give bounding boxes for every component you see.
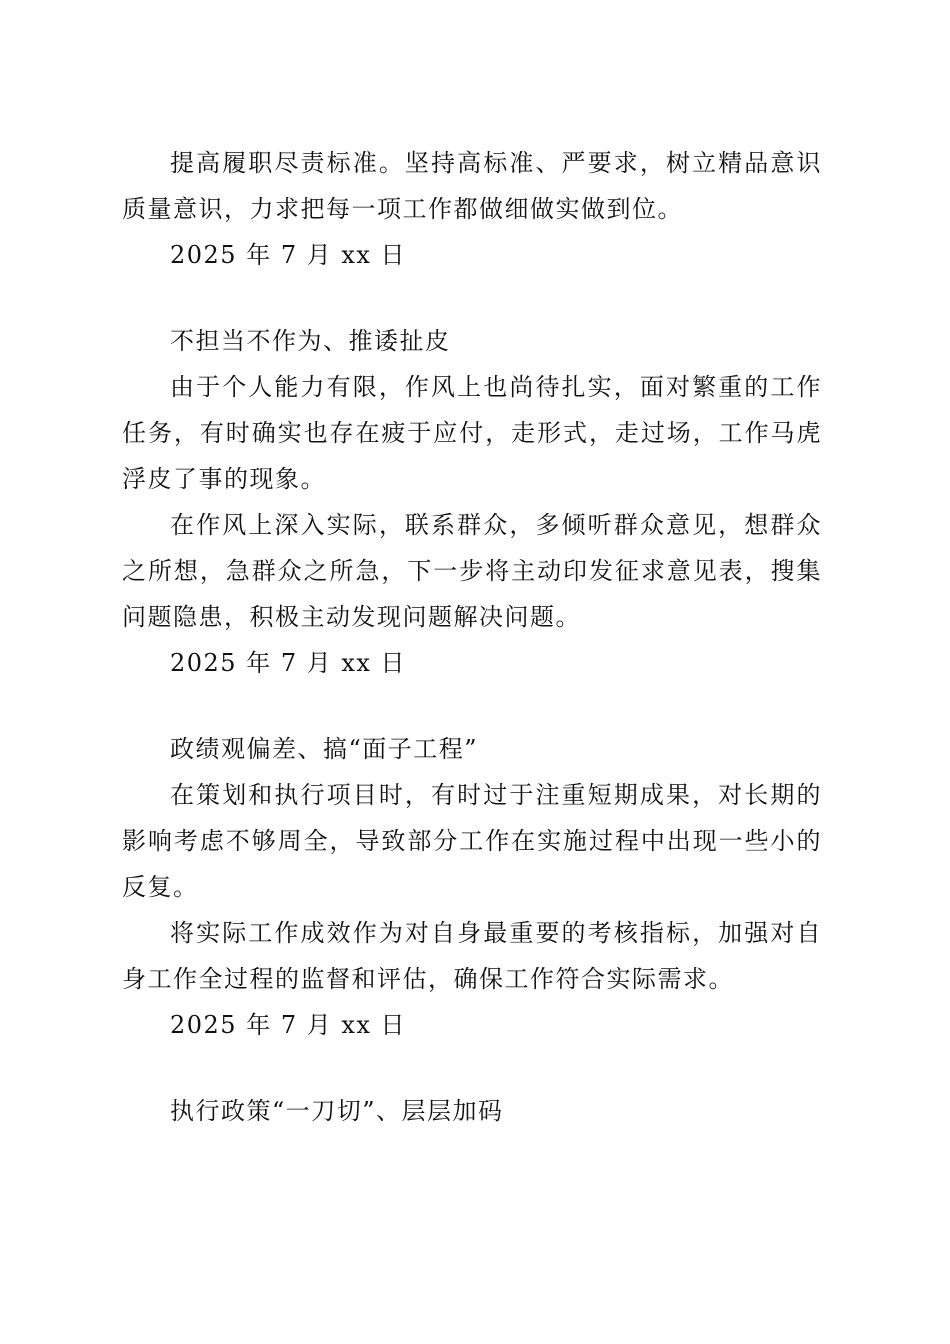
measure-line: 之所想，急群众之所急，下一步将主动印发征求意见表，搜集 <box>122 557 822 585</box>
measure-line: 在作风上深入实际，联系群众，多倾听群众意见，想群众 <box>170 511 822 539</box>
section-heading: 执行政策“一刀切”、层层加码 <box>170 1097 504 1125</box>
measure-line: 问题隐患，积极主动发现问题解决问题。 <box>122 603 581 631</box>
date-line: 2025 年 7 月 xx 日 <box>170 1011 407 1039</box>
paragraph-line: 提高履职尽责标准。坚持高标准、严要求，树立精品意识 <box>170 149 822 177</box>
measure-line: 身工作全过程的监督和评估，确保工作符合实际需求。 <box>122 965 734 993</box>
problem-line: 影响考虑不够周全，导致部分工作在实施过程中出现一些小的 <box>122 827 822 855</box>
section-heading: 不担当不作为、推诿扯皮 <box>170 327 451 355</box>
problem-line: 在策划和执行项目时，有时过于注重短期成果，对长期的 <box>170 781 822 809</box>
problem-line: 任务，有时确实也存在疲于应付，走形式，走过场，工作马虎 <box>122 419 822 447</box>
problem-line: 浮皮了事的现象。 <box>122 465 326 493</box>
measure-line: 将实际工作成效作为对自身最重要的考核指标，加强对自 <box>170 919 822 947</box>
date-line: 2025 年 7 月 xx 日 <box>170 241 407 269</box>
paragraph-line: 质量意识，力求把每一项工作都做细做实做到位。 <box>122 195 683 223</box>
problem-line: 由于个人能力有限，作风上也尚待扎实，面对繁重的工作 <box>170 373 822 401</box>
section-heading: 政绩观偏差、搞“面子工程” <box>170 735 479 763</box>
date-line: 2025 年 7 月 xx 日 <box>170 649 407 677</box>
problem-line: 反复。 <box>122 873 199 901</box>
